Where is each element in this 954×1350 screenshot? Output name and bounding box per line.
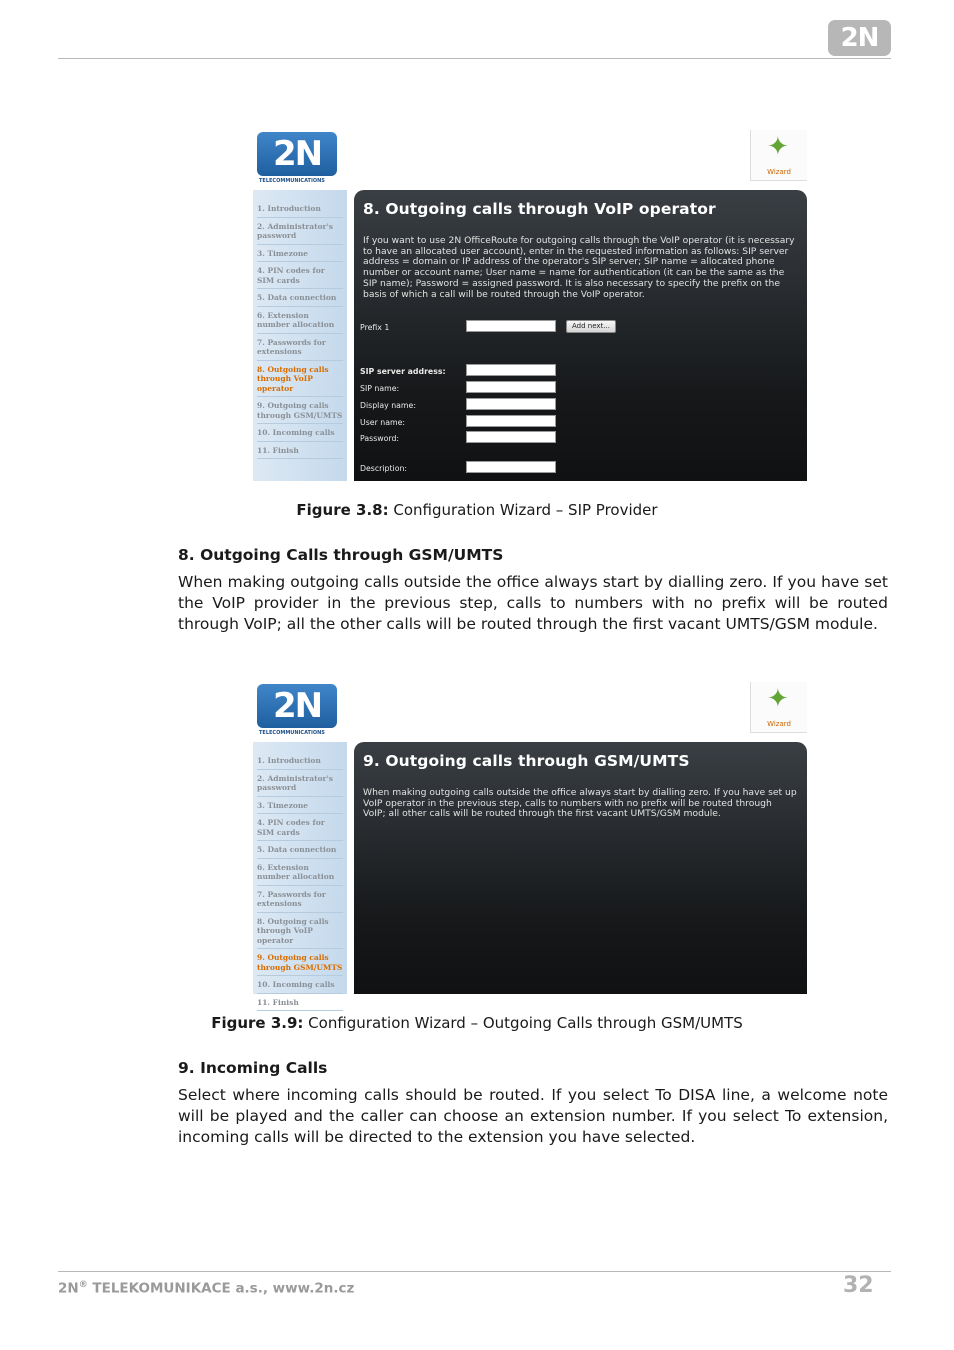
sidebar-item[interactable]: 3. Timezone xyxy=(257,801,343,815)
sidebar-item[interactable]: 5. Data connection xyxy=(257,845,343,859)
add-next-button[interactable]: Add next... xyxy=(566,320,616,333)
section-paragraph: When making outgoing calls outside the office always start by dialling zero. If you have set the VoIP provider in the previous step, calls to numbers with no prefix will be routed through VoIP; all the other calls will be routed through the first vacant UMTS/GSM module. xyxy=(178,573,888,633)
sidebar-item[interactable]: 11. Finish xyxy=(257,446,343,460)
sidebar-item[interactable]: 1. Introduction xyxy=(257,204,343,218)
sidebar-item[interactable]: 2. Administrator's password xyxy=(257,222,343,245)
brand-subtitle: TELECOMMUNICATIONS xyxy=(259,730,325,736)
wizard-steps-sidebar xyxy=(253,190,347,481)
header-logo: 2N xyxy=(828,20,891,56)
panel-description: If you want to use 2N OfficeRoute for outgoing calls through the VoIP operator (it is necessary to have an allocated user account), enter in the requested information as follows: SIP server address = domain or IP address of the operator's SIP server; SIP name = allocated phone number or account name; User name = name for authentication (it can be the same as the SIP name); Password = assigned password. It is also necessary to specify the prefix on the basis of which a call will be routed through the VoIP operator. xyxy=(363,235,795,300)
prefix-input[interactable] xyxy=(466,320,556,332)
sidebar-item[interactable]: 3. Timezone xyxy=(257,249,343,263)
magic-wand-icon: ✦ xyxy=(767,684,789,714)
figure-caption xyxy=(0,1014,954,1032)
sidebar-item[interactable]: 7. Passwords for extensions xyxy=(257,890,343,913)
footer-company xyxy=(58,1280,354,1297)
display-name-input[interactable] xyxy=(466,398,556,410)
sidebar-item[interactable]: 10. Incoming calls xyxy=(257,980,343,994)
sidebar-item[interactable]: 5. Data connection xyxy=(257,293,343,307)
wizard-label: Wizard xyxy=(767,168,791,176)
user-name-input[interactable] xyxy=(466,415,556,427)
sip-name-label: SIP name: xyxy=(360,384,400,393)
wizard-steps-sidebar xyxy=(253,742,347,1007)
section-heading: 9. Incoming Calls xyxy=(178,1059,328,1077)
panel-title: 9. Outgoing calls through GSM/UMTS xyxy=(363,752,690,770)
description-label: Description: xyxy=(360,464,408,473)
prefix-label: Prefix 1 xyxy=(360,323,390,332)
password-label: Password: xyxy=(360,434,400,443)
user-name-label: User name: xyxy=(360,418,405,427)
panel-title: 8. Outgoing calls through VoIP operator xyxy=(363,200,716,218)
registered-mark: ® xyxy=(78,1280,88,1290)
footer-company-rest: TELEKOMUNIKACE a.s., www.2n.cz xyxy=(87,1280,355,1297)
sidebar-item[interactable]: 4. PIN codes for SIM cards xyxy=(257,818,343,841)
sip-server-input[interactable] xyxy=(466,364,556,376)
sidebar-item[interactable]: 4. PIN codes for SIM cards xyxy=(257,266,343,289)
section-heading: 8. Outgoing Calls through GSM/UMTS xyxy=(178,546,504,564)
caption-label: Figure 3.9: xyxy=(211,1014,304,1032)
sidebar-item[interactable]: 9. Outgoing calls through GSM/UMTS xyxy=(257,401,343,424)
figure-caption xyxy=(0,501,954,519)
wizard-label: Wizard xyxy=(767,720,791,728)
sidebar-item[interactable]: 8. Outgoing calls through VoIP operator xyxy=(257,917,343,950)
wizard-icon[interactable] xyxy=(750,682,807,733)
footer-brand: 2N xyxy=(58,1280,79,1297)
caption-text: Configuration Wizard – Outgoing Calls through GSM/UMTS xyxy=(308,1014,743,1032)
footer-divider xyxy=(58,1271,891,1272)
sidebar-item-active[interactable]: 9. Outgoing calls through GSM/UMTS xyxy=(257,953,343,976)
figure-gsm-umts-screenshot xyxy=(253,682,807,1007)
display-name-label: Display name: xyxy=(360,401,416,410)
section-paragraph: Select where incoming calls should be routed. If you select To DISA line, a welcome note will be played and the caller can choose an extension number. If you select To extension, incoming calls will be directed to the extension you have selected. xyxy=(178,1086,888,1146)
sidebar-item[interactable]: 10. Incoming calls xyxy=(257,428,343,442)
sip-name-input[interactable] xyxy=(466,381,556,393)
wizard-icon[interactable] xyxy=(750,130,807,181)
page-number: 32 xyxy=(843,1273,874,1298)
caption-text: Configuration Wizard – SIP Provider xyxy=(393,501,658,519)
caption-label: Figure 3.8: xyxy=(296,501,389,519)
sidebar-item[interactable]: 6. Extension number allocation xyxy=(257,311,343,334)
brand-logo: 2N xyxy=(257,684,337,728)
sip-server-label: SIP server address: xyxy=(360,367,446,376)
magic-wand-icon: ✦ xyxy=(767,132,789,162)
sidebar-item[interactable]: 6. Extension number allocation xyxy=(257,863,343,886)
wizard-panel xyxy=(354,190,807,481)
sidebar-item[interactable]: 7. Passwords for extensions xyxy=(257,338,343,361)
sidebar-item[interactable]: 1. Introduction xyxy=(257,756,343,770)
password-input[interactable] xyxy=(466,431,556,443)
brand-logo: 2N xyxy=(257,132,337,176)
sidebar-item-active[interactable]: 8. Outgoing calls through VoIP operator xyxy=(257,365,343,398)
wizard-panel xyxy=(354,742,807,994)
sidebar-item[interactable]: 2. Administrator's password xyxy=(257,774,343,797)
brand-subtitle: TELECOMMUNICATIONS xyxy=(259,178,325,184)
sidebar-item[interactable]: 11. Finish xyxy=(257,998,343,1012)
figure-sip-provider-screenshot xyxy=(253,130,807,481)
header-divider xyxy=(58,58,891,59)
description-input[interactable] xyxy=(466,461,556,473)
panel-description: When making outgoing calls outside the office always start by dialling zero. If you have set up VoIP operator in the previous step, calls to numbers with no prefix will be routed through VoIP; all other calls will be routed through the first vacant UMTS/GSM module. xyxy=(363,787,797,820)
